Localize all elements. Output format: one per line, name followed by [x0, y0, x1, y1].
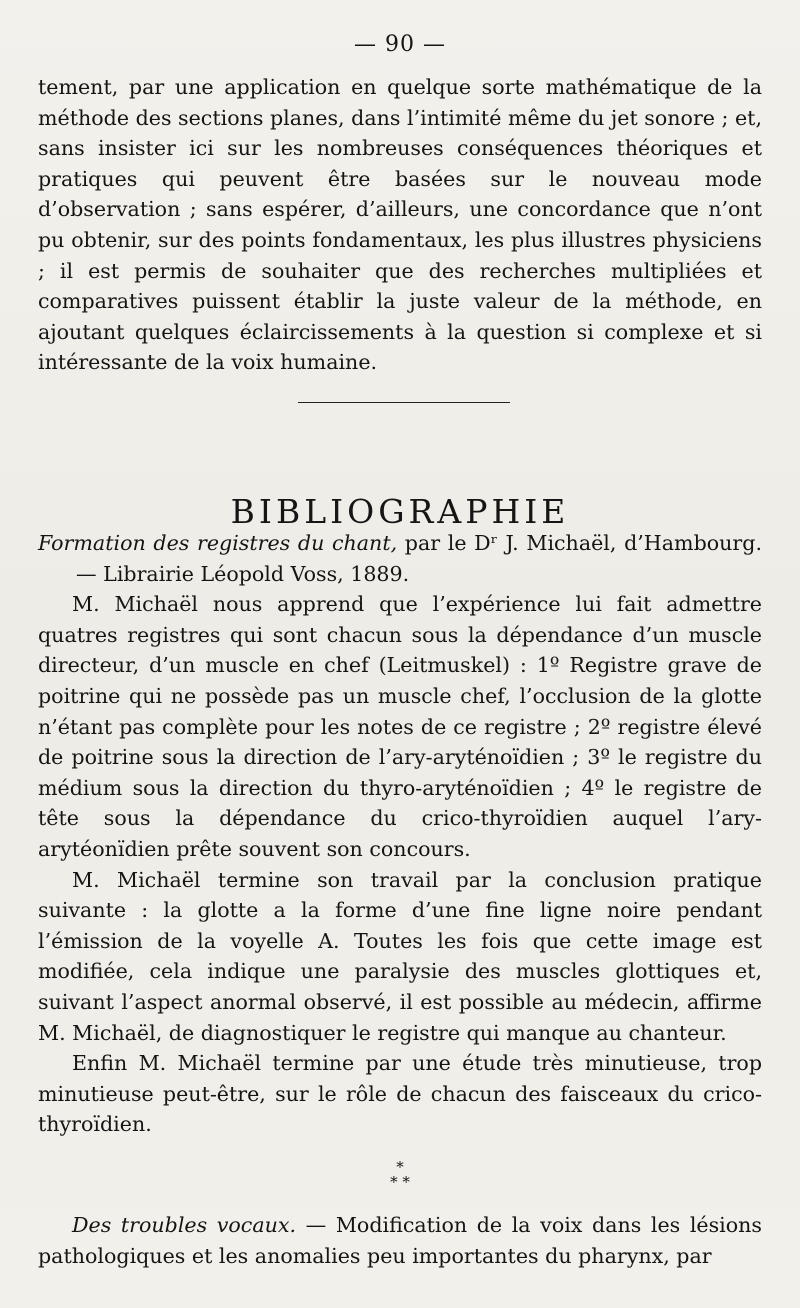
review-paragraph: Enfin M. Michaël termine par une étude très minutieuse, trop minutieuse peut-être, sur le rôle de chacun des faisceaux du crico-thyroïdien. [38, 1051, 762, 1137]
asterism [370, 1160, 430, 1190]
review-michael [38, 528, 762, 1140]
review-author: par le Dʳ J. Michaël, d’Hambourg. — Librairie Léopold Voss, 1889. [76, 531, 762, 586]
review-troubles-vocaux [38, 1210, 762, 1271]
review-title: Formation des registres du chant, [38, 531, 398, 555]
review2-title: Des troubles vocaux. [72, 1213, 297, 1237]
asterism-bottom: * * [390, 1173, 410, 1191]
review2-paragraph [38, 1210, 762, 1271]
section-divider [298, 402, 510, 403]
intro-paragraph-block [38, 72, 762, 378]
page-number: — 90 — [354, 32, 446, 57]
review-paragraph: M. Michaël termine son travail par la conclusion pratique suivante : la glotte a la forme d’une fine ligne noire pendant l’émission de la voyelle A. Toutes les fois que cette image est modifiée, cela indique une paralysie des muscles glottiques et, suivant l’aspect anormal observé, il est possible au médecin, affirme M. Michaël, de diagnostiquer le registre qui manque au chanteur. [38, 867, 762, 1045]
intro-paragraph: tement, par une application en quelque sorte mathématique de la méthode des sections planes, dans l’intimité même du jet sonore ; et, sans insister ici sur les nombreuses conséquences théoriques et pratiques qui peuvent être basées sur le nouveau mode d’observation ; sans espérer, d’ailleurs, une concordance que n’ont pu obtenir, sur des points fondamentaux, les plus illustres physiciens ; il est permis de souhaiter que des recherches multipliées et comparatives puissent établir la juste valeur de la méthode, en ajoutant quelques éclaircissements à la question si complexe et si intéressante de la voix humaine. [38, 75, 763, 375]
review-paragraph: M. Michaël nous apprend que l’expérience lui fait admettre quatres registres qui sont chacun sous la dépendance d’un muscle directeur, d’un muscle en chef (Leitmuskel) : 1º Registre grave de poitrine qui ne possède pas un muscle chef, l’occlusion de la glotte n’étant pas complète pour les notes de ce registre ; 2º registre élevé de poitrine sous la direction de l’ary-aryténoïdien ; 3º le registre du médium sous la direction du thyro-aryténoïdien ; 4º le registre de tête sous la dépendance du crico-thyroïdien auquel l’ary-arytéonïdien prête souvent son concours. [38, 592, 762, 861]
asterism-top: * [396, 1158, 404, 1176]
section-title: BIBLIOGRAPHIE [230, 492, 570, 532]
review-heading [38, 528, 762, 589]
review2-text: — Modification de la voix dans les lésions pathologiques et les anomalies peu importantes du pharynx, par [38, 1213, 762, 1268]
